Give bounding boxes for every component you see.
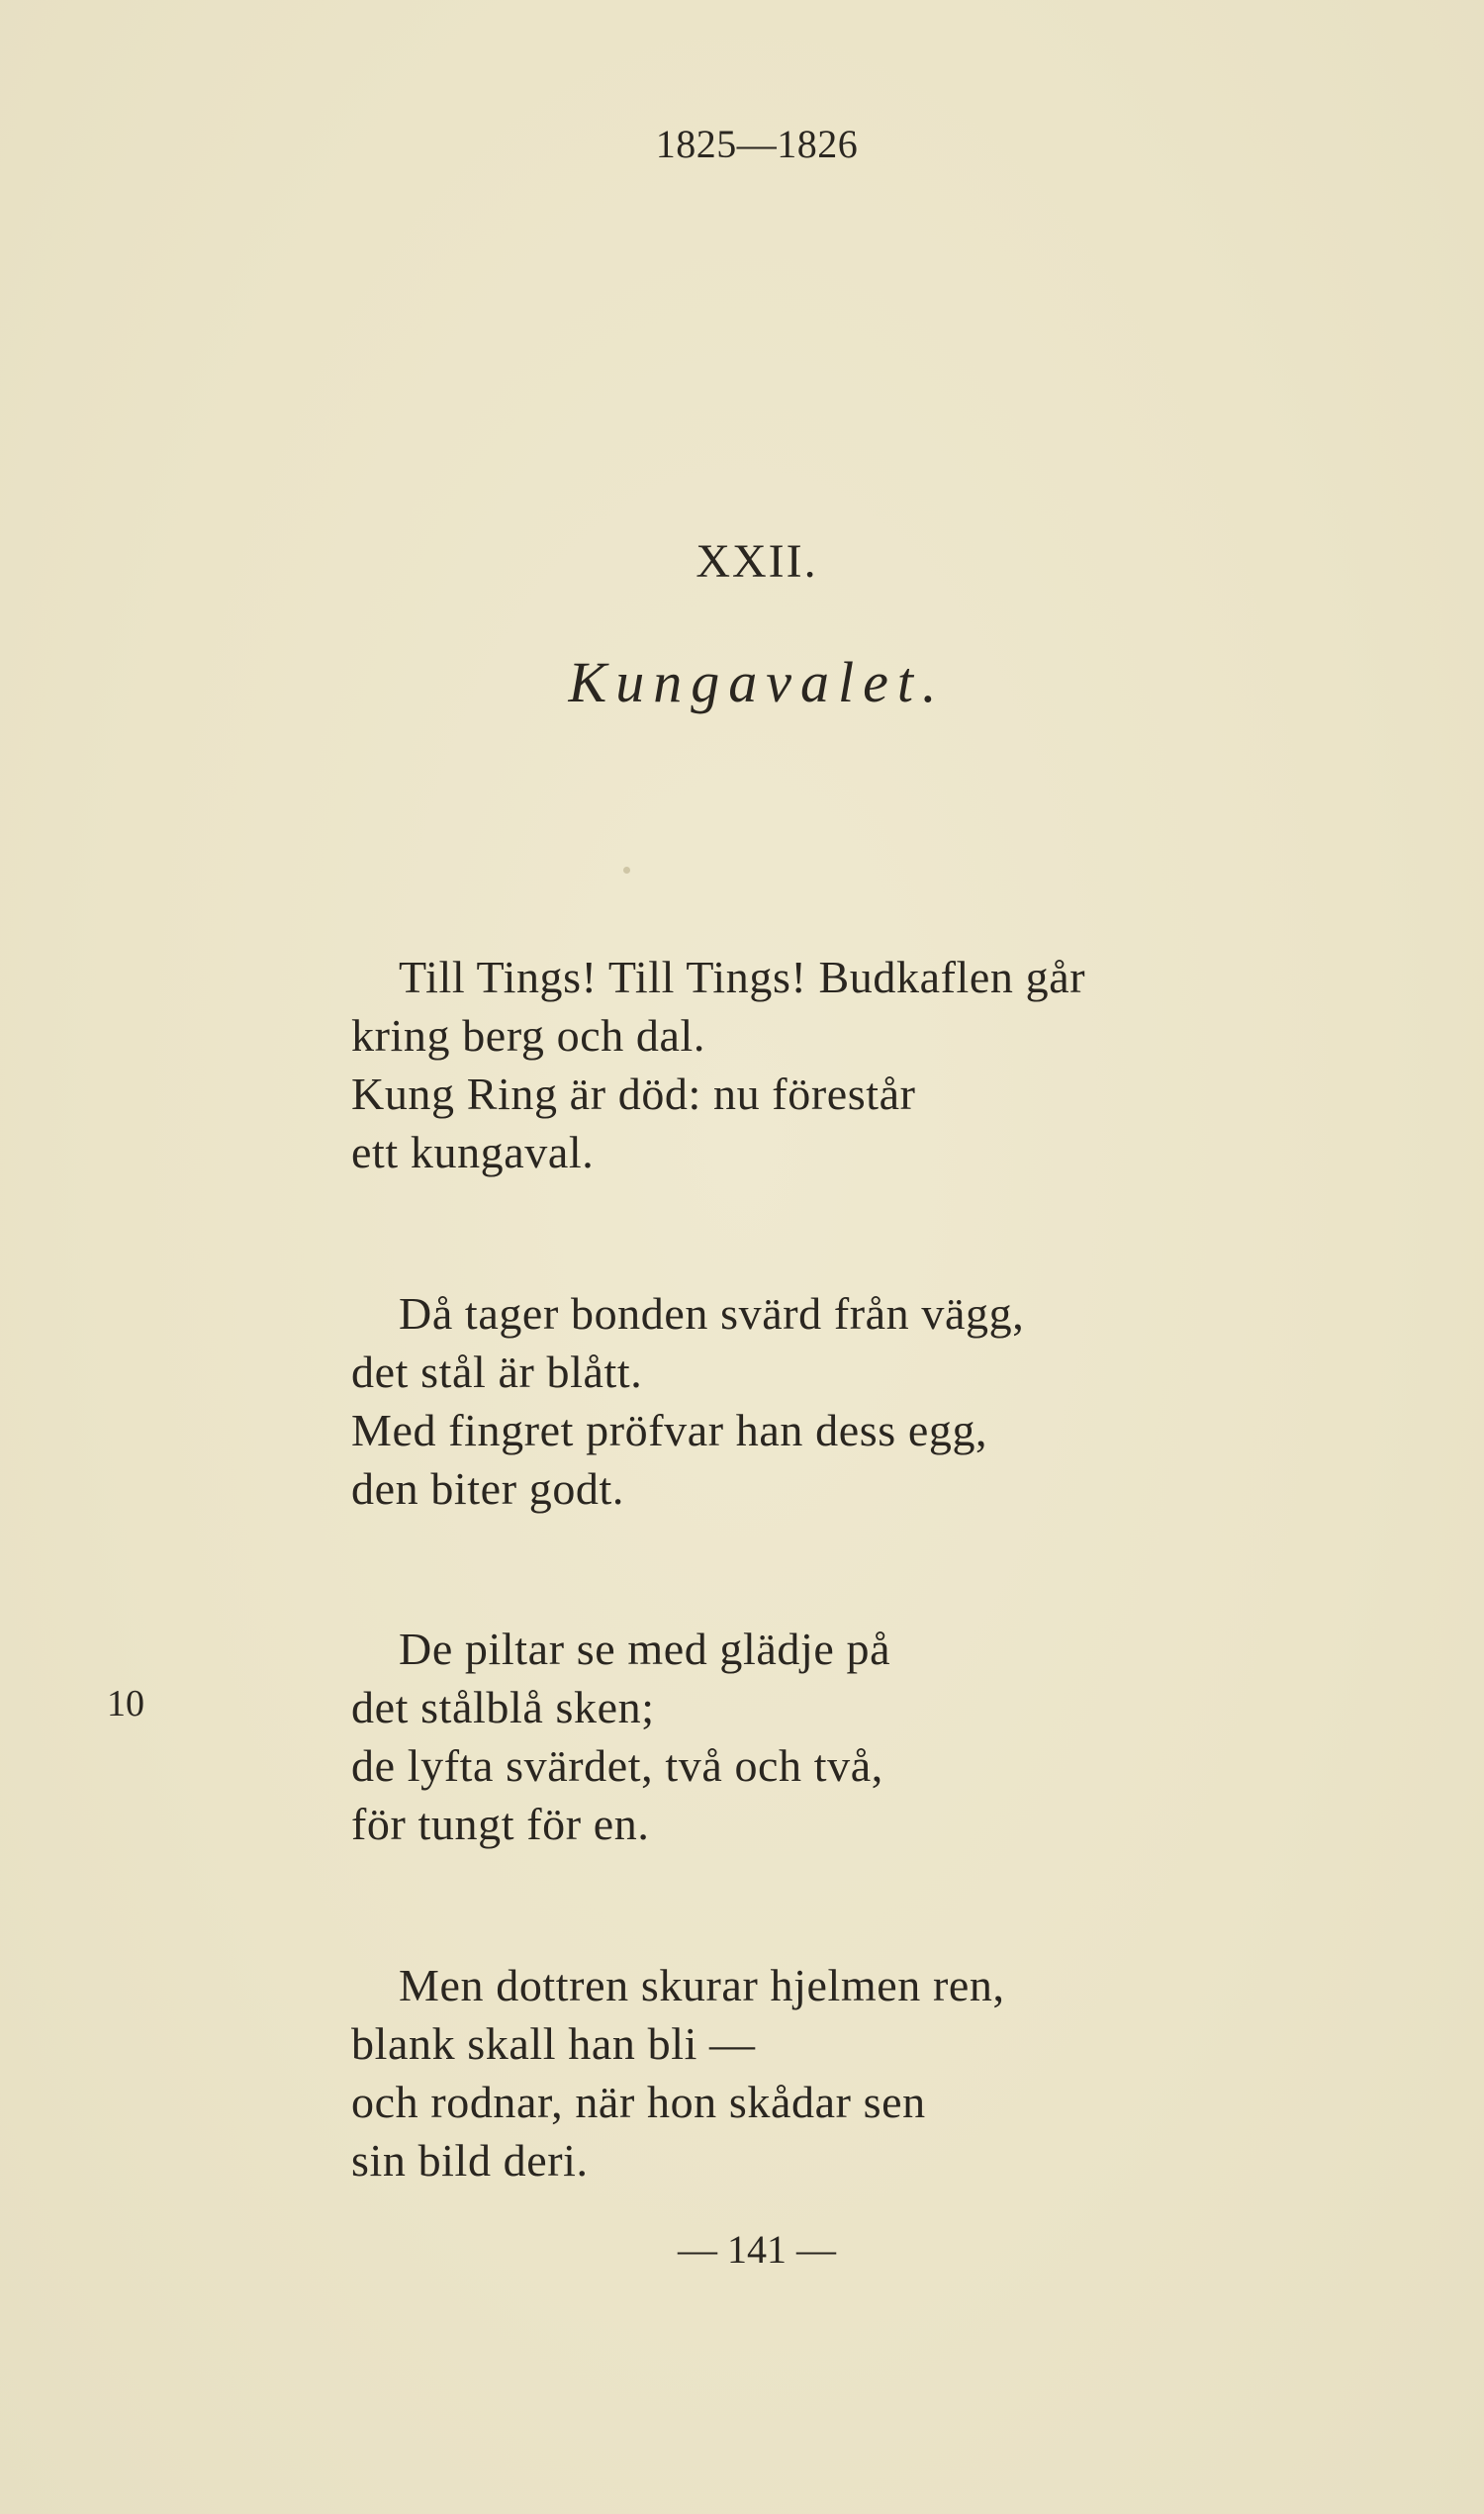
verse-line: för tungt för en. bbox=[351, 1799, 650, 1849]
poem-title: Kungavalet. bbox=[568, 650, 946, 714]
verse-line: de lyfta svärdet, två och två, bbox=[351, 1740, 883, 1791]
verse-line: ett kungaval. bbox=[351, 1127, 595, 1177]
verse-line: det stål är blått. bbox=[351, 1347, 643, 1397]
verse-line: det stålblå sken; bbox=[351, 1682, 655, 1732]
verse-line: Med fingret pröfvar han dess egg, bbox=[351, 1405, 988, 1455]
stanza-1 bbox=[351, 948, 1085, 1181]
verse-line: och rodnar, när hon skådar sen bbox=[351, 2077, 926, 2127]
verse-line: Till Tings! Till Tings! Budkaflen går bbox=[399, 952, 1086, 1002]
verse-line: blank skall han bli — bbox=[351, 2018, 756, 2069]
verse-line: kring berg och dal. bbox=[351, 1010, 706, 1061]
verse-line: De piltar se med glädje på bbox=[399, 1624, 891, 1674]
poem-number: XXII. bbox=[696, 535, 818, 588]
verse-line: sin bild deri. bbox=[351, 2135, 589, 2186]
line-number: 10 bbox=[107, 1683, 144, 1724]
verse-line: Kung Ring är död: nu förestår bbox=[351, 1069, 916, 1119]
paper-speck bbox=[623, 867, 630, 874]
page-number: — 141 — bbox=[678, 2227, 836, 2272]
verse-line: Då tager bonden svärd från vägg, bbox=[399, 1288, 1025, 1339]
running-head: 1825—1826 bbox=[655, 122, 859, 166]
stanza-4 bbox=[351, 1956, 1005, 2189]
stanza-3 bbox=[351, 1620, 890, 1853]
verse-line: den biter godt. bbox=[351, 1463, 624, 1514]
verse-line: Men dottren skurar hjelmen ren, bbox=[399, 1960, 1005, 2010]
stanza-2 bbox=[351, 1284, 1024, 1518]
